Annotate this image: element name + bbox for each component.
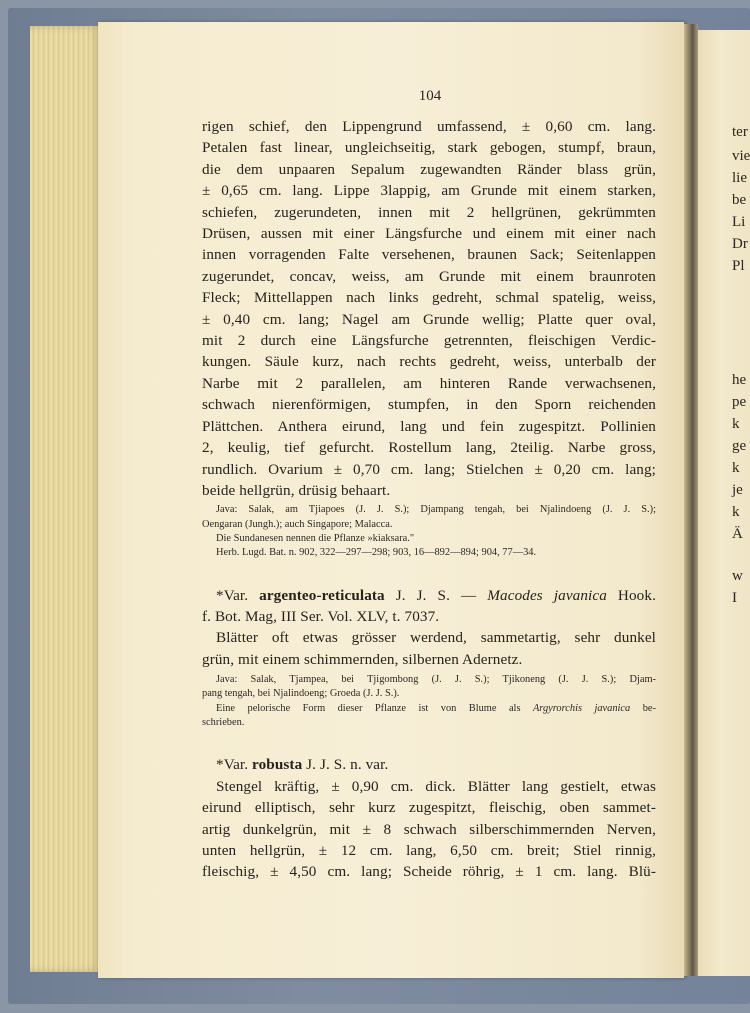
text-line: Plättchen. Anthera eirund, lang und fein zugespitzt. Pollinien bbox=[202, 417, 656, 435]
facing-fragment: je bbox=[732, 482, 743, 498]
locality-notes bbox=[202, 503, 656, 560]
note-line: Die Sundanesen nennen die Pflanze »kiaksara." bbox=[216, 532, 415, 544]
facing-fragment: I bbox=[732, 590, 737, 606]
facing-fragment: Pl bbox=[732, 258, 745, 274]
facing-fragment: vie bbox=[732, 148, 750, 164]
text-line: unten hellgrün, ± 12 cm. lang, 6,50 cm. breit; Stiel rinnig, bbox=[202, 841, 656, 859]
facing-fragment: Dr bbox=[732, 236, 748, 252]
variety-argenteo-reticulata bbox=[202, 585, 656, 731]
text-line: fleischig, ± 4,50 cm. lang; Scheide röhrig, ± 1 cm. lang. Blü- bbox=[202, 863, 656, 881]
text-line: eirund elliptisch, sehr kurz zugespitzt, fleischig, oben sammet- bbox=[202, 799, 656, 817]
variety-reference: f. Bot. Mag, III Ser. Vol. XLV, t. 7037. bbox=[202, 607, 440, 625]
page-number: 104 bbox=[418, 88, 442, 104]
note-line: Herb. Lugd. Bat. n. 902, 322—297—298; 903, 16—892—894; 904, 77—34. bbox=[216, 547, 537, 559]
text-line: innen vorragenden Falte versehenen, braunen Sack; Seitenlappen bbox=[202, 246, 656, 264]
facing-fragment: be bbox=[732, 192, 747, 208]
text-line: grün, mit einem schimmernden, silbernen Adernetz. bbox=[202, 650, 523, 668]
text-line: rundlich. Ovarium ± 0,70 cm. lang; Stielchen ± 0,20 cm. lang; bbox=[202, 460, 656, 478]
main-paragraph bbox=[202, 116, 656, 501]
text-line: Petalen fast linear, ungleichseitig, stark gebogen, stumpf, braun, bbox=[202, 139, 656, 157]
text-line: Drüsen, aussen mit einer Längsfurche und einem mit einer nach bbox=[202, 225, 656, 243]
text-line: Fleck; Mittellappen nach links gedreht, schmal spatelig, weiss, bbox=[202, 289, 656, 307]
text-line: artig dunkelgrün, mit ± 8 schwach silberschimmernden Nerven, bbox=[202, 820, 656, 838]
note-line: Java: Salak, am Tjiapoes (J. J. S.); Djampang tengah, bei Njalindoeng (J. J. S.); bbox=[216, 504, 656, 516]
facing-fragment: lie bbox=[732, 170, 747, 186]
variety-robusta bbox=[202, 754, 656, 882]
facing-fragment: k bbox=[732, 460, 740, 476]
text-line: beide hellgrün, drüsig behaart. bbox=[202, 481, 391, 499]
facing-fragment: Li bbox=[732, 214, 746, 230]
facing-page bbox=[698, 30, 750, 976]
note-line: Oengaran (Jungh.); auch Singapore; Malacca. bbox=[202, 518, 393, 530]
text-line: ± 0,65 cm. lang. Lippe 3lappig, am Grunde mit einem starken, bbox=[202, 182, 656, 200]
text-line: schwach nierenförmigen, stumpfen, in den Sporn reichenden bbox=[202, 396, 656, 414]
book-gutter bbox=[684, 24, 698, 976]
note-line: pang tengah, bei Njalindoeng; Groeda (J. J. S.). bbox=[202, 688, 400, 700]
page-content bbox=[202, 116, 656, 883]
facing-fragment: he bbox=[732, 372, 747, 388]
text-line: 2, keulig, tief gefurcht. Rostellum lang, 2teilig. Narbe gross, bbox=[202, 439, 656, 457]
note-line: Eine pelorische Form dieser Pflanze ist von Blume als Argyrorchis javanica be- bbox=[216, 702, 656, 714]
note-line: Java: Salak, Tjampea, bei Tjigombong (J. J. S.); Tjikoneng (J. J. S.); Djam- bbox=[216, 674, 656, 686]
facing-fragment: k bbox=[732, 504, 740, 520]
text-line: Stengel kräftig, ± 0,90 cm. dick. Blätter lang gestielt, etwas bbox=[216, 777, 656, 795]
facing-fragment: pe bbox=[732, 394, 747, 410]
variety-heading: *Var. argenteo-reticulata J. J. S. — Macodes javanica Hook. bbox=[216, 586, 656, 604]
note-line: schrieben. bbox=[202, 717, 245, 729]
facing-fragment: ter bbox=[732, 124, 748, 140]
variety-heading: *Var. robusta J. J. S. n. var. bbox=[216, 756, 389, 774]
page-edges bbox=[30, 26, 102, 972]
text-line: mit 2 durch eine Längsfurche getrennten, fleischigen Verdic- bbox=[202, 332, 656, 350]
text-line: zugerundet, concav, weiss, am Grunde mit einem braunroten bbox=[202, 267, 656, 285]
text-line: kungen. Säule kurz, nach rechts gedreht, weiss, unterbalb der bbox=[202, 353, 656, 371]
text-line: Blätter oft etwas grösser werdend, sammetartig, sehr dunkel bbox=[216, 629, 656, 647]
facing-fragment: ge bbox=[732, 438, 747, 454]
text-line: ± 0,40 cm. lang; Nagel am Grunde wellig; Platte quer oval, bbox=[202, 310, 656, 328]
text-line: Narbe mit 2 parallelen, am hinteren Rande verwachsenen, bbox=[202, 374, 656, 392]
facing-fragment: Ä bbox=[732, 526, 743, 542]
text-line: schiefen, zugerundeten, innen mit 2 hellgrünen, gekrümmten bbox=[202, 203, 656, 221]
text-line: rigen schief, den Lippengrund umfassend, ± 0,60 cm. lang. bbox=[202, 118, 656, 135]
text-line: die dem unpaaren Sepalum zugewandten Ränder blass grün, bbox=[202, 160, 656, 178]
facing-fragment: k bbox=[732, 416, 740, 432]
facing-fragment: w bbox=[732, 568, 743, 584]
